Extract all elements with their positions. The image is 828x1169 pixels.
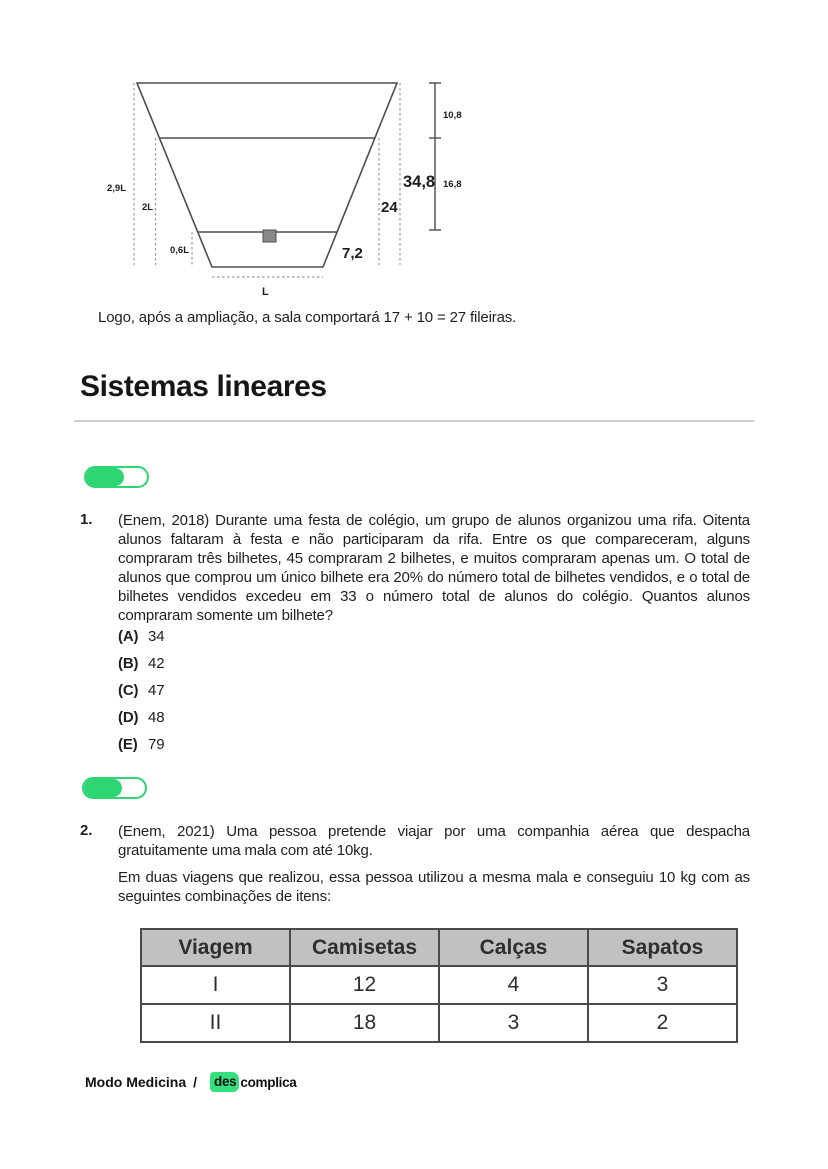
header-viagem: Viagem: [141, 929, 290, 966]
difficulty-toggle-1[interactable]: [84, 466, 149, 488]
descomplica-logo: [210, 1072, 297, 1092]
label-24: 24: [381, 199, 398, 216]
option-c-label: (C): [118, 682, 139, 699]
option-b-label: (B): [118, 655, 139, 672]
option-e-value: 79: [148, 736, 165, 753]
bucket-measurement-diagram: [100, 75, 480, 307]
table-header-row: [141, 929, 737, 966]
option-c: [118, 682, 164, 701]
option-d-value: 48: [148, 709, 165, 726]
question-1-number: 1.: [80, 511, 93, 528]
drain-square-icon: [263, 230, 276, 242]
question-2-paragraph-2: Em duas viagens que realizou, essa pessoa utilizou a mesma mala e conseguiu 10 kg com as seguintes combinações de itens:: [118, 869, 750, 905]
cell-trip-2-calcas: 3: [439, 1004, 588, 1042]
footer-brand: Modo Medicina: [85, 1074, 187, 1090]
page-footer: [85, 1072, 297, 1092]
option-e-label: (E): [118, 736, 138, 753]
label-34-8: 34,8: [403, 173, 436, 191]
option-b: [118, 655, 164, 674]
solution-note: Logo, após a ampliação, a sala comportará 17 + 10 = 27 fileiras.: [98, 309, 517, 326]
option-b-value: 42: [148, 655, 165, 672]
option-d-label: (D): [118, 709, 139, 726]
difficulty-toggle-2[interactable]: [82, 777, 147, 799]
label-2l: 2L: [142, 202, 154, 213]
cell-trip-1-sapatos: 3: [588, 966, 737, 1004]
option-d: [118, 709, 164, 728]
question-1-text: (Enem, 2018) Durante uma festa de colégio, um grupo de alunos organizou uma rifa. Oitenta alunos faltaram à festa e não participaram da rifa. Entre os que compareceram, alguns compraram três bilhetes, 45 compraram 2 bilhetes, e muitos compraram apenas um. O total de alunos que comprou um único bilhete era 20% do número total de bilhetes vendidos, e o total de bilhetes vendidos excedeu em 33 o número total de alunos do colégio. Quantos alunos compraram somente um bilhete?: [118, 512, 750, 624]
page-title: Sistemas lineares: [80, 370, 327, 403]
option-e: [118, 736, 164, 755]
cell-trip-1-camisetas: 12: [290, 966, 439, 1004]
option-a: [118, 628, 164, 647]
option-a-label: (A): [118, 628, 139, 645]
label-0-6l: 0,6L: [170, 245, 190, 256]
label-2-9l: 2,9L: [107, 183, 127, 194]
cell-trip-2-camisetas: 18: [290, 1004, 439, 1042]
footer-separator: /: [193, 1074, 198, 1090]
section-divider: [74, 420, 754, 422]
toggle-fill-icon: [86, 468, 124, 486]
label-7-2: 7,2: [342, 245, 363, 262]
header-sapatos: Sapatos: [588, 929, 737, 966]
label-l: L: [262, 286, 269, 298]
table-row: [141, 966, 737, 1004]
bucket-diagram-svg: [100, 75, 480, 307]
option-a-value: 34: [148, 628, 165, 645]
header-camisetas: Camisetas: [290, 929, 439, 966]
diagram-ruler: [429, 83, 441, 230]
logo-complica-text: complica: [240, 1074, 297, 1090]
label-10-8: 10,8: [443, 110, 462, 121]
table-row: [141, 1004, 737, 1042]
cell-trip-2: II: [141, 1004, 290, 1042]
header-calcas: Calças: [439, 929, 588, 966]
logo-des-highlight: des: [210, 1072, 239, 1092]
toggle-fill-icon: [84, 779, 122, 797]
cell-trip-1: I: [141, 966, 290, 1004]
label-16-8: 16,8: [443, 179, 462, 190]
cell-trip-2-sapatos: 2: [588, 1004, 737, 1042]
cell-trip-1-calcas: 4: [439, 966, 588, 1004]
luggage-table: [140, 928, 738, 1043]
option-c-value: 47: [148, 682, 165, 699]
question-2-number: 2.: [80, 822, 93, 839]
question-2-paragraph-1: (Enem, 2021) Uma pessoa pretende viajar por uma companhia aérea que despacha gratuitamente uma mala com até 10kg.: [118, 823, 750, 859]
